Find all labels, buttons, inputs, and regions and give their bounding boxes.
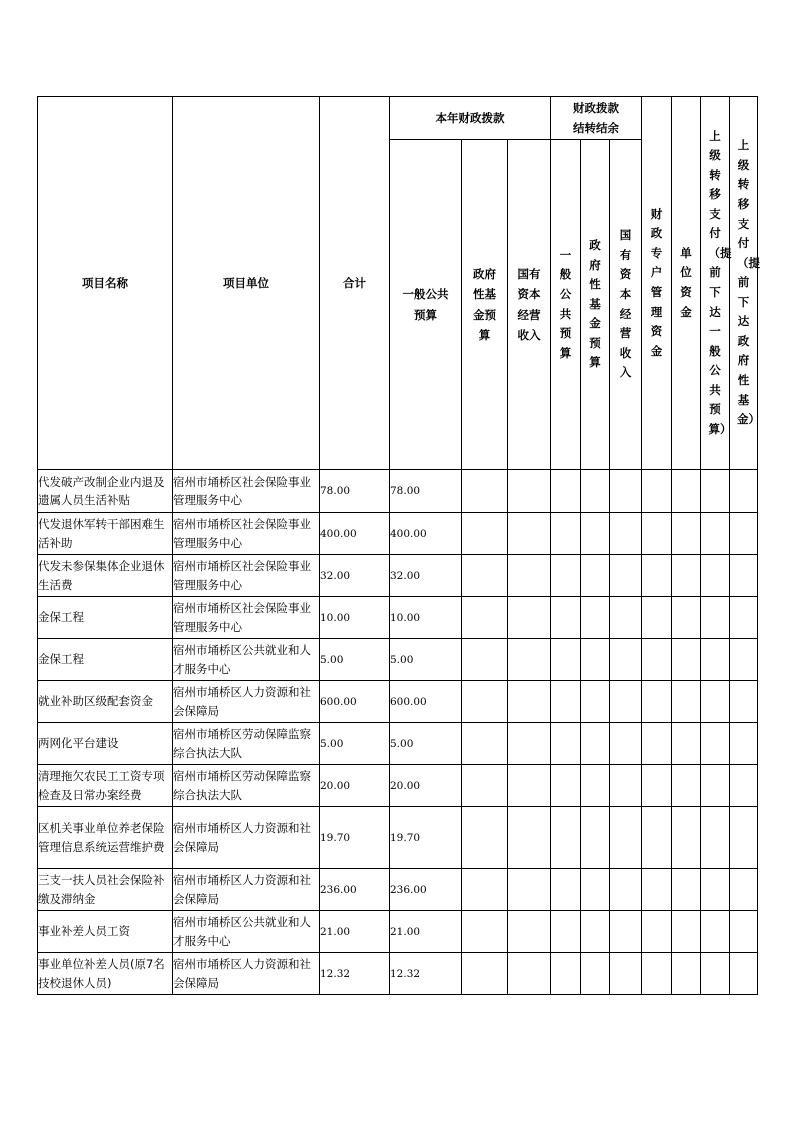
total-cell: 20.00 bbox=[320, 765, 390, 807]
general-budget-cell: 5.00 bbox=[390, 723, 462, 765]
project-name-cell: 金保工程 bbox=[38, 597, 173, 639]
header-carryover-group: 财政拨款结转结余 bbox=[551, 97, 642, 140]
project-unit-cell: 宿州市埇桥区公共就业和人才服务中心 bbox=[173, 911, 320, 953]
table-row bbox=[38, 597, 758, 639]
carry-general-cell bbox=[551, 470, 581, 513]
unit-funds-cell bbox=[672, 513, 701, 555]
transfer-gov-fund-cell bbox=[730, 513, 758, 555]
special-account-cell bbox=[642, 807, 672, 869]
carry-gov-fund-cell bbox=[581, 723, 610, 765]
carry-gov-fund-cell bbox=[581, 869, 610, 911]
project-unit-cell: 宿州市埇桥区劳动保障监察综合执法大队 bbox=[173, 765, 320, 807]
total-cell: 32.00 bbox=[320, 555, 390, 597]
carry-general-cell bbox=[551, 597, 581, 639]
project-unit-cell: 宿州市埇桥区人力资源和社会保障局 bbox=[173, 869, 320, 911]
project-budget-table bbox=[37, 96, 761, 995]
transfer-gov-fund-cell bbox=[730, 911, 758, 953]
gov-fund-cell bbox=[462, 807, 508, 869]
special-account-cell bbox=[642, 597, 672, 639]
general-budget-cell: 236.00 bbox=[390, 869, 462, 911]
unit-funds-cell bbox=[672, 555, 701, 597]
table-header bbox=[38, 97, 761, 470]
project-name-cell: 清理拖欠农民工工资专项检查及日常办案经费 bbox=[38, 765, 173, 807]
general-budget-cell: 600.00 bbox=[390, 681, 462, 723]
project-name-cell: 代发退休军转干部困难生活补助 bbox=[38, 513, 173, 555]
project-name-cell: 金保工程 bbox=[38, 639, 173, 681]
transfer-general-cell bbox=[701, 597, 730, 639]
project-unit-cell: 宿州市埇桥区公共就业和人才服务中心 bbox=[173, 639, 320, 681]
project-name-cell: 事业单位补差人员(原7名技校退休人员) bbox=[38, 953, 173, 995]
header-project-unit: 项目单位 bbox=[173, 97, 320, 470]
transfer-general-cell bbox=[701, 555, 730, 597]
project-name-cell: 区机关事业单位养老保险管理信息系统运营维护费 bbox=[38, 807, 173, 869]
project-unit-cell: 宿州市埇桥区劳动保障监察综合执法大队 bbox=[173, 723, 320, 765]
transfer-gov-fund-cell bbox=[730, 555, 758, 597]
table-row bbox=[38, 513, 758, 555]
table-row bbox=[38, 911, 758, 953]
carry-general-cell bbox=[551, 911, 581, 953]
project-unit-cell: 宿州市埇桥区社会保险事业管理服务中心 bbox=[173, 555, 320, 597]
transfer-gov-fund-cell bbox=[730, 470, 758, 513]
project-name-cell: 两网化平台建设 bbox=[38, 723, 173, 765]
carry-general-cell bbox=[551, 869, 581, 911]
project-unit-cell: 宿州市埇桥区人力资源和社会保障局 bbox=[173, 807, 320, 869]
carry-state-capital-cell bbox=[610, 555, 642, 597]
gov-fund-cell bbox=[462, 911, 508, 953]
carry-general-cell bbox=[551, 807, 581, 869]
special-account-cell bbox=[642, 470, 672, 513]
carry-state-capital-cell bbox=[610, 723, 642, 765]
carry-state-capital-cell bbox=[610, 597, 642, 639]
header-transfer-gov-fund: 上级转移支付（提前下达政府性基金） bbox=[730, 97, 758, 470]
table-row bbox=[38, 765, 758, 807]
gov-fund-cell bbox=[462, 681, 508, 723]
special-account-cell bbox=[642, 765, 672, 807]
table-row bbox=[38, 869, 758, 911]
state-capital-cell bbox=[508, 555, 551, 597]
header-current-year-group: 本年财政拨款 bbox=[390, 97, 551, 140]
state-capital-cell bbox=[508, 681, 551, 723]
carry-state-capital-cell bbox=[610, 911, 642, 953]
carry-general-cell bbox=[551, 765, 581, 807]
carry-gov-fund-cell bbox=[581, 555, 610, 597]
gov-fund-cell bbox=[462, 953, 508, 995]
general-budget-cell: 12.32 bbox=[390, 953, 462, 995]
project-name-cell: 就业补助区级配套资金 bbox=[38, 681, 173, 723]
total-cell: 600.00 bbox=[320, 681, 390, 723]
project-unit-cell: 宿州市埇桥区人力资源和社会保障局 bbox=[173, 953, 320, 995]
transfer-general-cell bbox=[701, 765, 730, 807]
carry-general-cell bbox=[551, 723, 581, 765]
project-name-cell: 代发破产改制企业内退及遗属人员生活补贴 bbox=[38, 470, 173, 513]
general-budget-cell: 20.00 bbox=[390, 765, 462, 807]
table-row bbox=[38, 953, 758, 995]
header-transfer-general: 上级转移支付（提前下达一般公共预算） bbox=[701, 97, 730, 470]
header-carry-general: 一般公共预算 bbox=[551, 140, 581, 470]
unit-funds-cell bbox=[672, 681, 701, 723]
state-capital-cell bbox=[508, 597, 551, 639]
total-cell: 21.00 bbox=[320, 911, 390, 953]
header-project-name: 项目名称 bbox=[38, 97, 173, 470]
unit-funds-cell bbox=[672, 765, 701, 807]
unit-funds-cell bbox=[672, 807, 701, 869]
transfer-general-cell bbox=[701, 869, 730, 911]
table-row bbox=[38, 681, 758, 723]
transfer-general-cell bbox=[701, 470, 730, 513]
header-general-budget: 一般公共预算 bbox=[390, 140, 462, 470]
transfer-gov-fund-cell bbox=[730, 807, 758, 869]
project-unit-cell: 宿州市埇桥区社会保险事业管理服务中心 bbox=[173, 513, 320, 555]
total-cell: 5.00 bbox=[320, 723, 390, 765]
state-capital-cell bbox=[508, 513, 551, 555]
state-capital-cell bbox=[508, 869, 551, 911]
state-capital-cell bbox=[508, 953, 551, 995]
header-unit-funds: 单位资金 bbox=[672, 97, 701, 470]
header-special-account-funds: 财政专户管理资金 bbox=[642, 97, 672, 470]
general-budget-cell: 78.00 bbox=[390, 470, 462, 513]
project-unit-cell: 宿州市埇桥区社会保险事业管理服务中心 bbox=[173, 597, 320, 639]
transfer-general-cell bbox=[701, 911, 730, 953]
total-cell: 5.00 bbox=[320, 639, 390, 681]
gov-fund-cell bbox=[462, 470, 508, 513]
project-unit-cell: 宿州市埇桥区社会保险事业管理服务中心 bbox=[173, 470, 320, 513]
unit-funds-cell bbox=[672, 470, 701, 513]
gov-fund-cell bbox=[462, 597, 508, 639]
header-carry-gov-fund: 政府性基金预算 bbox=[581, 140, 610, 470]
special-account-cell bbox=[642, 639, 672, 681]
special-account-cell bbox=[642, 869, 672, 911]
transfer-gov-fund-cell bbox=[730, 681, 758, 723]
transfer-general-cell bbox=[701, 723, 730, 765]
transfer-gov-fund-cell bbox=[730, 765, 758, 807]
special-account-cell bbox=[642, 555, 672, 597]
total-cell: 10.00 bbox=[320, 597, 390, 639]
carry-general-cell bbox=[551, 639, 581, 681]
special-account-cell bbox=[642, 513, 672, 555]
gov-fund-cell bbox=[462, 723, 508, 765]
carry-gov-fund-cell bbox=[581, 681, 610, 723]
transfer-gov-fund-cell bbox=[730, 639, 758, 681]
transfer-gov-fund-cell bbox=[730, 869, 758, 911]
transfer-general-cell bbox=[701, 681, 730, 723]
general-budget-cell: 400.00 bbox=[390, 513, 462, 555]
carry-gov-fund-cell bbox=[581, 513, 610, 555]
table-row bbox=[38, 807, 758, 869]
project-name-cell: 三支一扶人员社会保险补缴及滞纳金 bbox=[38, 869, 173, 911]
general-budget-cell: 10.00 bbox=[390, 597, 462, 639]
state-capital-cell bbox=[508, 723, 551, 765]
transfer-gov-fund-cell bbox=[730, 723, 758, 765]
table-row bbox=[38, 723, 758, 765]
carry-state-capital-cell bbox=[610, 953, 642, 995]
carry-state-capital-cell bbox=[610, 681, 642, 723]
special-account-cell bbox=[642, 911, 672, 953]
special-account-cell bbox=[642, 953, 672, 995]
total-cell: 400.00 bbox=[320, 513, 390, 555]
carry-gov-fund-cell bbox=[581, 639, 610, 681]
gov-fund-cell bbox=[462, 639, 508, 681]
carry-gov-fund-cell bbox=[581, 597, 610, 639]
general-budget-cell: 5.00 bbox=[390, 639, 462, 681]
project-name-cell: 代发未参保集体企业退休生活费 bbox=[38, 555, 173, 597]
total-cell: 236.00 bbox=[320, 869, 390, 911]
gov-fund-cell bbox=[462, 765, 508, 807]
carry-gov-fund-cell bbox=[581, 765, 610, 807]
carry-state-capital-cell bbox=[610, 639, 642, 681]
gov-fund-cell bbox=[462, 513, 508, 555]
header-total: 合计 bbox=[320, 97, 390, 470]
transfer-gov-fund-cell bbox=[730, 597, 758, 639]
special-account-cell bbox=[642, 723, 672, 765]
header-carry-state-capital: 国有资本经营收入 bbox=[610, 140, 642, 470]
unit-funds-cell bbox=[672, 723, 701, 765]
carry-state-capital-cell bbox=[610, 869, 642, 911]
carry-gov-fund-cell bbox=[581, 470, 610, 513]
total-cell: 19.70 bbox=[320, 807, 390, 869]
carry-gov-fund-cell bbox=[581, 953, 610, 995]
unit-funds-cell bbox=[672, 953, 701, 995]
carry-general-cell bbox=[551, 953, 581, 995]
special-account-cell bbox=[642, 681, 672, 723]
table-row bbox=[38, 639, 758, 681]
header-state-capital-income: 国有资本经营收入 bbox=[508, 140, 551, 470]
table-row bbox=[38, 555, 758, 597]
total-cell: 12.32 bbox=[320, 953, 390, 995]
carry-general-cell bbox=[551, 681, 581, 723]
unit-funds-cell bbox=[672, 639, 701, 681]
gov-fund-cell bbox=[462, 555, 508, 597]
transfer-gov-fund-cell bbox=[730, 953, 758, 995]
carry-gov-fund-cell bbox=[581, 807, 610, 869]
general-budget-cell: 19.70 bbox=[390, 807, 462, 869]
general-budget-cell: 21.00 bbox=[390, 911, 462, 953]
table-body bbox=[38, 470, 758, 995]
unit-funds-cell bbox=[672, 597, 701, 639]
general-budget-cell: 32.00 bbox=[390, 555, 462, 597]
total-cell: 78.00 bbox=[320, 470, 390, 513]
gov-fund-cell bbox=[462, 869, 508, 911]
state-capital-cell bbox=[508, 807, 551, 869]
project-name-cell: 事业补差人员工资 bbox=[38, 911, 173, 953]
carry-state-capital-cell bbox=[610, 765, 642, 807]
transfer-general-cell bbox=[701, 807, 730, 869]
state-capital-cell bbox=[508, 639, 551, 681]
transfer-general-cell bbox=[701, 639, 730, 681]
carry-general-cell bbox=[551, 513, 581, 555]
table-row bbox=[38, 470, 758, 513]
header-gov-fund-budget: 政府性基金预算 bbox=[462, 140, 508, 470]
state-capital-cell bbox=[508, 765, 551, 807]
unit-funds-cell bbox=[672, 869, 701, 911]
unit-funds-cell bbox=[672, 911, 701, 953]
state-capital-cell bbox=[508, 911, 551, 953]
transfer-general-cell bbox=[701, 953, 730, 995]
transfer-general-cell bbox=[701, 513, 730, 555]
carry-state-capital-cell bbox=[610, 470, 642, 513]
carry-gov-fund-cell bbox=[581, 911, 610, 953]
carry-state-capital-cell bbox=[610, 807, 642, 869]
carry-state-capital-cell bbox=[610, 513, 642, 555]
carry-general-cell bbox=[551, 555, 581, 597]
state-capital-cell bbox=[508, 470, 551, 513]
project-unit-cell: 宿州市埇桥区人力资源和社会保障局 bbox=[173, 681, 320, 723]
